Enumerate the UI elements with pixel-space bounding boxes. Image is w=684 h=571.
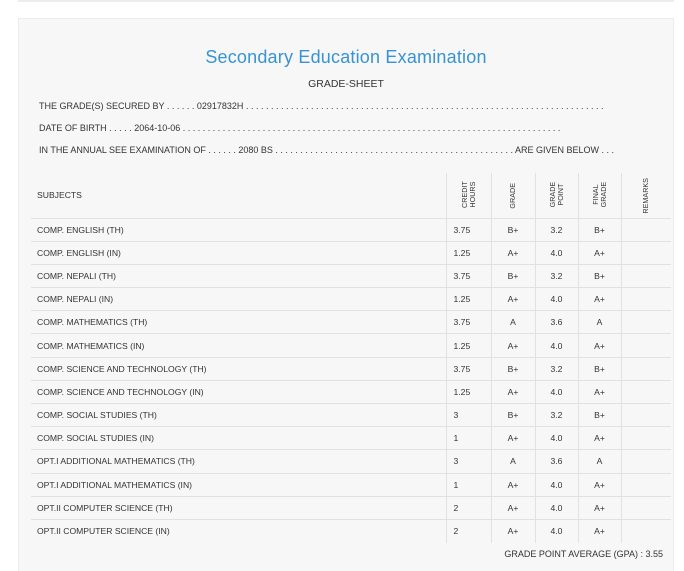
grade-point-cell: 3.6: [535, 450, 578, 473]
credit-cell: 3.75: [446, 218, 491, 241]
credit-cell: 1: [446, 427, 491, 450]
page-title: Secondary Education Examination: [205, 47, 487, 67]
credit-cell: 3.75: [446, 311, 491, 334]
remarks-cell: [621, 473, 671, 496]
subject-cell: OPT.II COMPUTER SCIENCE (TH): [31, 496, 446, 519]
table-row: [31, 241, 671, 264]
credit-cell: 1.25: [446, 241, 491, 264]
grades-table: [31, 173, 671, 543]
grade-cell: A+: [491, 288, 535, 311]
remarks-cell: [621, 496, 671, 519]
gpa-value: 3.55: [645, 549, 663, 559]
table-row: [31, 519, 671, 542]
grade-cell: A+: [491, 427, 535, 450]
remarks-cell: [621, 427, 671, 450]
final-grade-cell: B+: [578, 404, 621, 427]
remarks-cell: [621, 404, 671, 427]
remarks-cell: [621, 450, 671, 473]
grade-point-cell: 3.2: [535, 404, 578, 427]
table-row: [31, 311, 671, 334]
table-row: [31, 496, 671, 519]
final-grade-cell: A+: [578, 473, 621, 496]
subject-cell: COMP. NEPALI (IN): [31, 288, 446, 311]
grade-cell: A: [491, 450, 535, 473]
final-grade-cell: A: [578, 450, 621, 473]
remarks-cell: [621, 241, 671, 264]
gpa-summary: [504, 549, 663, 559]
final-grade-cell: A+: [578, 241, 621, 264]
grade-point-cell: 4.0: [535, 473, 578, 496]
credit-cell: 1.25: [446, 334, 491, 357]
symbol-number: 02917832H: [196, 101, 244, 111]
remarks-cell: [621, 288, 671, 311]
subject-cell: COMP. NEPALI (TH): [31, 264, 446, 287]
credit-cell: 3: [446, 450, 491, 473]
dob-value: 2064-10-06: [134, 123, 181, 133]
grades-secured-line: [39, 101, 604, 111]
credit-cell: 1.25: [446, 380, 491, 403]
grade-point-cell: 4.0: [535, 519, 578, 542]
column-header-remarks-label: REMARKS: [641, 178, 651, 214]
grade-cell: A: [491, 311, 535, 334]
remarks-cell: [621, 218, 671, 241]
table-row: [31, 450, 671, 473]
credit-cell: 3.75: [446, 357, 491, 380]
final-grade-cell: A+: [578, 519, 621, 542]
remarks-cell: [621, 357, 671, 380]
remarks-cell: [621, 311, 671, 334]
final-grade-cell: A+: [578, 334, 621, 357]
table-header-row: [31, 173, 671, 218]
column-header-remarks: [621, 173, 671, 218]
grade-point-cell: 3.2: [535, 218, 578, 241]
date-of-birth-line: [39, 123, 560, 133]
column-header-final-grade: [578, 173, 621, 218]
grade-cell: B+: [491, 357, 535, 380]
table-row: [31, 334, 671, 357]
exam-suffix: ARE GIVEN BELOW . . .: [514, 145, 615, 155]
remarks-cell: [621, 519, 671, 542]
grades-secured-dots: . . . . . . . . . . . . . . . . . . . . . . . . . . . . . . . . . . . . . . . . . . . . . . . . . . . . . . . . . . . . . . . . . . . . . . . .: [243, 101, 604, 111]
grade-cell: B+: [491, 404, 535, 427]
credit-cell: 3.75: [446, 264, 491, 287]
grade-cell: A+: [491, 241, 535, 264]
grade-point-cell: 4.0: [535, 334, 578, 357]
subject-cell: OPT.I ADDITIONAL MATHEMATICS (IN): [31, 473, 446, 496]
column-header-credit-line1: CREDIT: [459, 181, 469, 209]
table-row: [31, 218, 671, 241]
credit-cell: 3: [446, 404, 491, 427]
column-header-final-line2: GRADE: [598, 182, 608, 208]
grade-cell: A+: [491, 519, 535, 542]
column-header-credit-line2: HOURS: [467, 182, 477, 209]
table-row: [31, 473, 671, 496]
final-grade-cell: B+: [578, 264, 621, 287]
page-subtitle: GRADE-SHEET: [308, 78, 384, 90]
exam-line: [39, 145, 614, 155]
column-header-subjects: SUBJECTS: [37, 190, 82, 201]
subject-cell: COMP. ENGLISH (TH): [31, 218, 446, 241]
table-row: [31, 380, 671, 403]
top-divider: [18, 0, 674, 2]
table-row: [31, 357, 671, 380]
subject-cell: COMP. SCIENCE AND TECHNOLOGY (TH): [31, 357, 446, 380]
grades-secured-label: THE GRADE(S) SECURED BY . . . . . .: [39, 101, 195, 111]
credit-cell: 1.25: [446, 288, 491, 311]
grade-point-cell: 4.0: [535, 241, 578, 264]
final-grade-cell: A+: [578, 427, 621, 450]
dob-dots: . . . . . . . . . . . . . . . . . . . . . . . . . . . . . . . . . . . . . . . . . . . . . . . . . . . . . . . . . . . . . . . . . . . . . . . . . . . .: [180, 123, 561, 133]
subject-cell: COMP. ENGLISH (IN): [31, 241, 446, 264]
grade-point-cell: 4.0: [535, 496, 578, 519]
remarks-cell: [621, 264, 671, 287]
grade-cell: B+: [491, 264, 535, 287]
subject-cell: OPT.I ADDITIONAL MATHEMATICS (TH): [31, 450, 446, 473]
table-row: [31, 404, 671, 427]
exam-label: IN THE ANNUAL SEE EXAMINATION OF . . . . . .: [39, 145, 236, 155]
final-grade-cell: A: [578, 311, 621, 334]
column-header-final-line1: FINAL: [590, 184, 600, 206]
credit-cell: 2: [446, 496, 491, 519]
final-grade-cell: A+: [578, 496, 621, 519]
column-header-grade-label: GRADE: [508, 183, 518, 209]
grade-cell: A+: [491, 473, 535, 496]
column-header-grade: [491, 173, 535, 218]
credit-cell: 1: [446, 473, 491, 496]
subject-cell: OPT.II COMPUTER SCIENCE (IN): [31, 519, 446, 542]
grade-cell: A+: [491, 380, 535, 403]
subject-cell: COMP. SOCIAL STUDIES (TH): [31, 404, 446, 427]
column-header-point-line2: POINT: [555, 184, 565, 207]
exam-dots: . . . . . . . . . . . . . . . . . . . . . . . . . . . . . . . . . . . . . . . . . . . . . . . .: [272, 145, 515, 155]
grade-cell: A+: [491, 334, 535, 357]
grade-cell: A+: [491, 496, 535, 519]
grade-point-cell: 4.0: [535, 427, 578, 450]
column-header-grade-point: [535, 173, 578, 218]
dob-label: DATE OF BIRTH . . . . .: [39, 123, 132, 133]
column-header-credit-hours: [446, 173, 491, 218]
subject-cell: COMP. MATHEMATICS (TH): [31, 311, 446, 334]
final-grade-cell: A+: [578, 380, 621, 403]
exam-year: 2080 BS: [238, 145, 273, 155]
subject-cell: COMP. SOCIAL STUDIES (IN): [31, 427, 446, 450]
credit-cell: 2: [446, 519, 491, 542]
subject-cell: COMP. MATHEMATICS (IN): [31, 334, 446, 357]
grade-point-cell: 4.0: [535, 380, 578, 403]
gpa-label: GRADE POINT AVERAGE (GPA) :: [504, 549, 643, 559]
table-row: [31, 264, 671, 287]
grade-sheet-card: [18, 18, 674, 571]
grade-point-cell: 4.0: [535, 288, 578, 311]
final-grade-cell: B+: [578, 357, 621, 380]
table-row: [31, 288, 671, 311]
grade-point-cell: 3.6: [535, 311, 578, 334]
table-row: [31, 427, 671, 450]
final-grade-cell: B+: [578, 218, 621, 241]
grade-point-cell: 3.2: [535, 357, 578, 380]
grade-cell: B+: [491, 218, 535, 241]
remarks-cell: [621, 380, 671, 403]
subject-cell: COMP. SCIENCE AND TECHNOLOGY (IN): [31, 380, 446, 403]
remarks-cell: [621, 334, 671, 357]
final-grade-cell: A+: [578, 288, 621, 311]
column-header-point-line1: GRADE: [547, 182, 557, 208]
grade-point-cell: 3.2: [535, 264, 578, 287]
